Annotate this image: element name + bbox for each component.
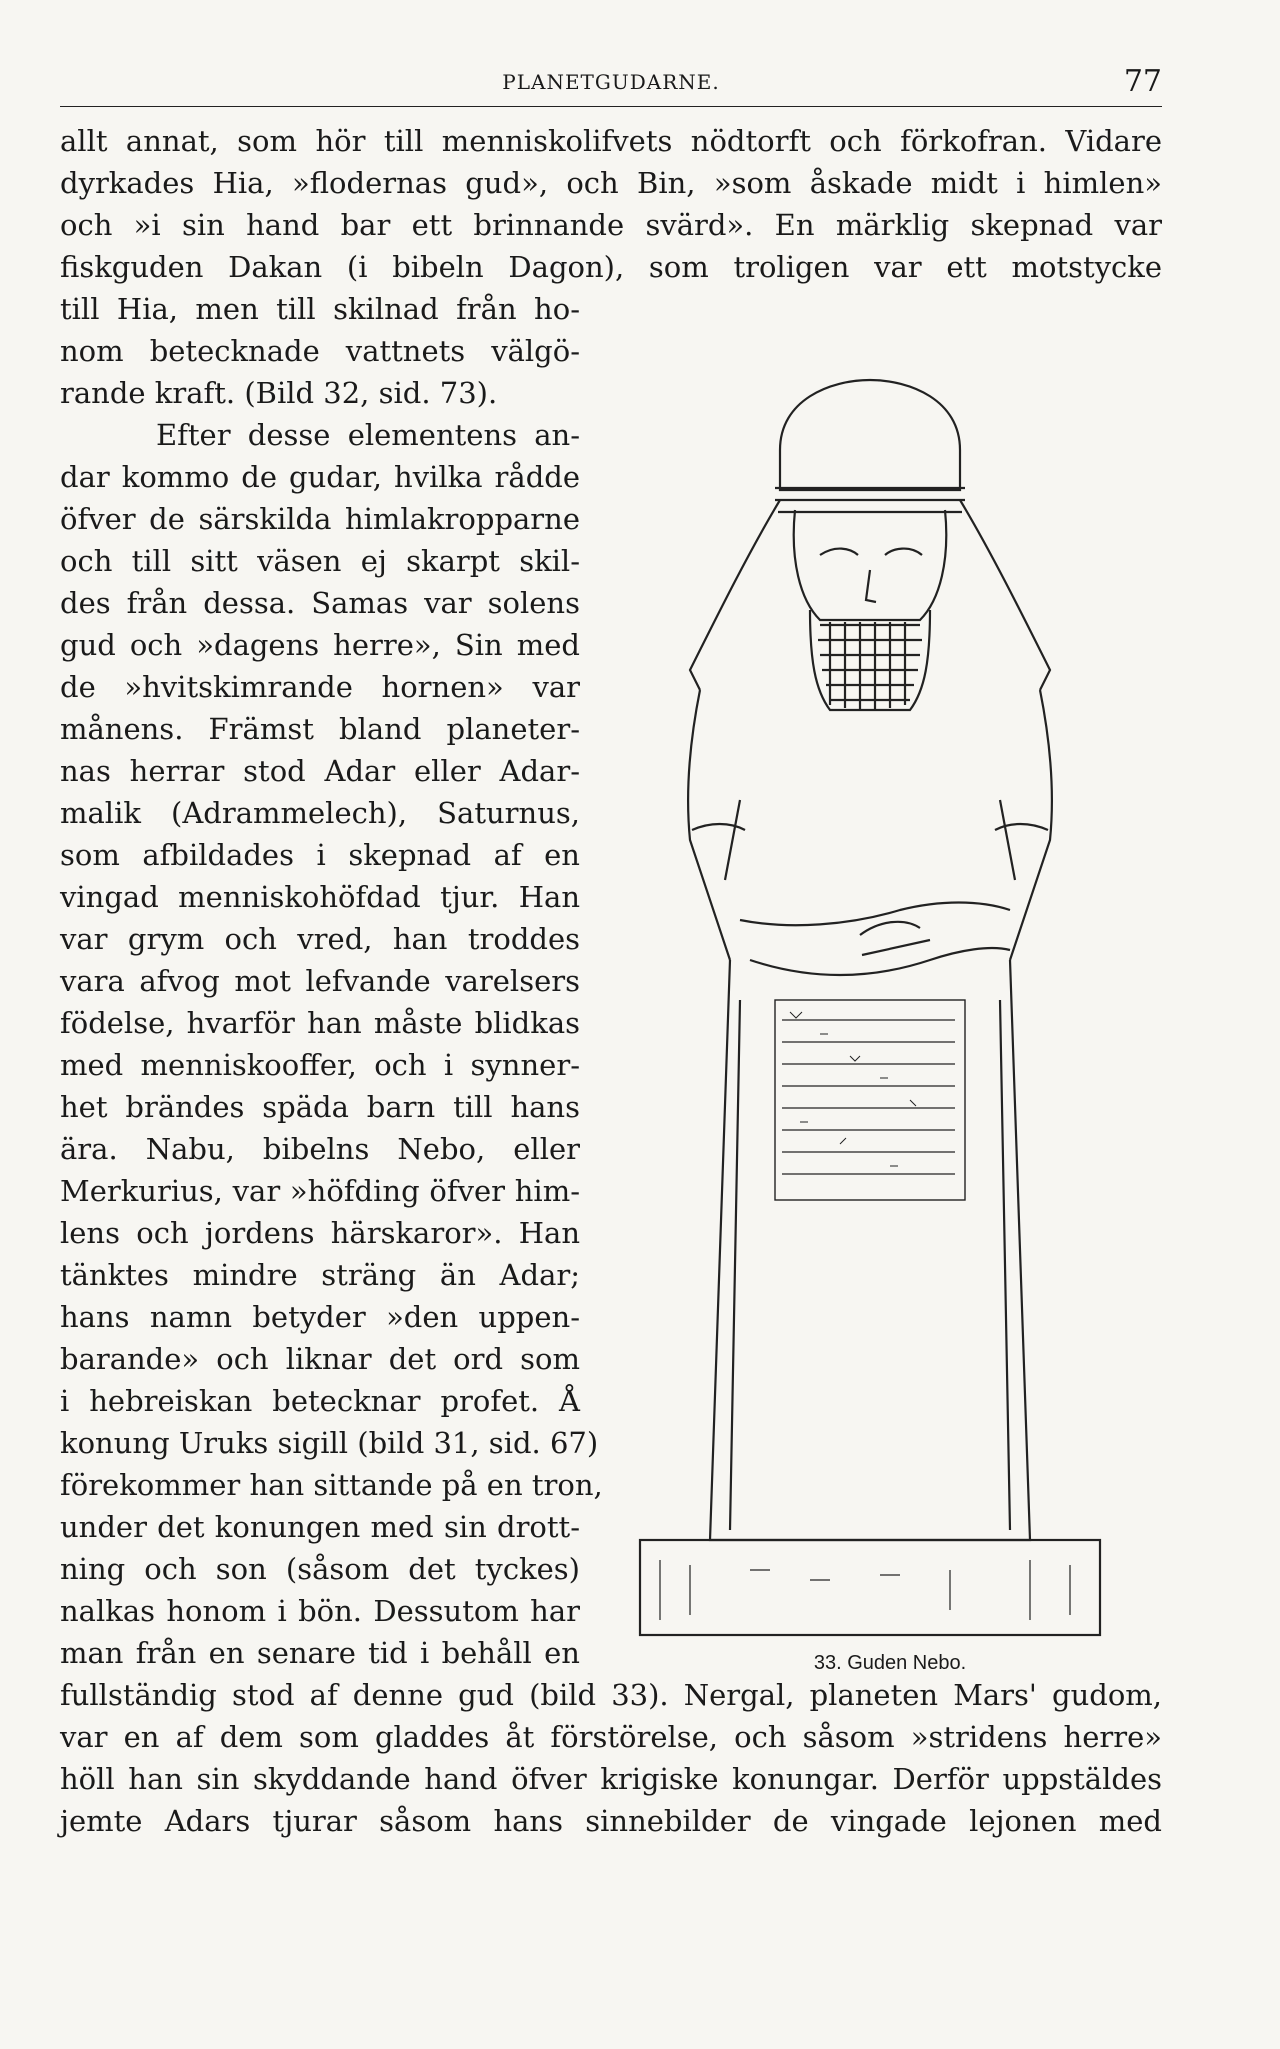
text-line: hans namn betyder »den uppen- [60,1300,580,1334]
text-line: barande» och liknar det ord som [60,1342,580,1376]
text-line: höll han sin skyddande hand öfver krigiske konungar. Derför uppstäldes [60,1762,1162,1796]
text-line: dyrkades Hia, »flodernas gud», och Bin, »som åskade midt i himlen» [60,166,1162,200]
text-line: konung Uruks sigill (bild 31, sid. 67) [60,1426,599,1460]
text-line: nom betecknade vattnets välgö- [60,334,580,368]
text-line: i hebreiskan betecknar profet. Å [60,1384,580,1418]
text-line: var grym och vred, han troddes [60,922,580,956]
text-line: allt annat, som hör till menniskolifvets nödtorft och förkofran. Vidare [60,124,1162,158]
statue-drawing [630,360,1150,1640]
text-line: des från dessa. Samas var solens [60,586,580,620]
text-line: nas herrar stod Adar eller Adar- [60,754,580,788]
text-line: med menniskooffer, och i synner- [60,1048,580,1082]
text-line: var en af dem som gladdes åt förstörelse, och såsom »stridens herre» [60,1720,1162,1754]
running-header [60,62,1162,107]
text-line: dar kommo de gudar, hvilka rådde [60,460,580,494]
text-line: födelse, hvarför han måste blidkas [60,1006,580,1040]
text-line: de »hvitskimrande hornen» var [60,670,580,704]
text-line: jemte Adars tjurar såsom hans sinnebilder de vingade lejonen med [60,1804,1162,1838]
figure-caption: 33. Guden Nebo. [813,1652,967,1674]
text-line: under det konungen med sin drott- [60,1510,580,1544]
page-number: 77 [1123,64,1162,99]
text-line: lens och jordens härskaror». Han [60,1216,580,1250]
statue-illustration [630,360,1150,1700]
text-line: het brändes späda barn till hans [60,1090,580,1124]
text-line: ning och son (såsom det tyckes) [60,1552,580,1586]
text-line: Efter desse elementens an- [156,418,580,452]
text-line: fullständig stod af denne gud (bild 33). Nergal, planeten Mars' gudom, [60,1678,1162,1712]
text-line: som afbildades i skepnad af en [60,838,580,872]
text-line: månens. Främst bland planeter- [60,712,580,746]
text-line: ära. Nabu, bibelns Nebo, eller [60,1132,580,1166]
text-line: och till sitt väsen ej skarpt skil- [60,544,580,578]
text-line: gud och »dagens herre», Sin med [60,628,580,662]
text-line: till Hia, men till skilnad från ho- [60,292,580,326]
text-line: öfver de särskilda himlakropparne [60,502,580,536]
text-line: tänktes mindre sträng än Adar; [60,1258,580,1292]
text-line: malik (Adrammelech), Saturnus, [60,796,580,830]
text-line: man från en senare tid i behåll en [60,1636,580,1670]
text-line: Merkurius, var »höfding öfver him- [60,1174,580,1208]
text-line: fiskguden Dakan (i bibeln Dagon), som troligen var ett motstycke [60,250,1162,284]
text-line: nalkas honom i bön. Dessutom har [60,1594,580,1628]
text-line: vara afvog mot lefvande varelsers [60,964,580,998]
text-line: förekommer han sittande på en tron, [60,1468,603,1502]
text-line: rande kraft. (Bild 32, sid. 73). [60,376,498,410]
text-line: och »i sin hand bar ett brinnande svärd». En märklig skepnad var [60,208,1162,242]
text-line: vingad menniskohöfdad tjur. Han [60,880,580,914]
running-title: PLANETGUDARNE. [502,70,720,94]
